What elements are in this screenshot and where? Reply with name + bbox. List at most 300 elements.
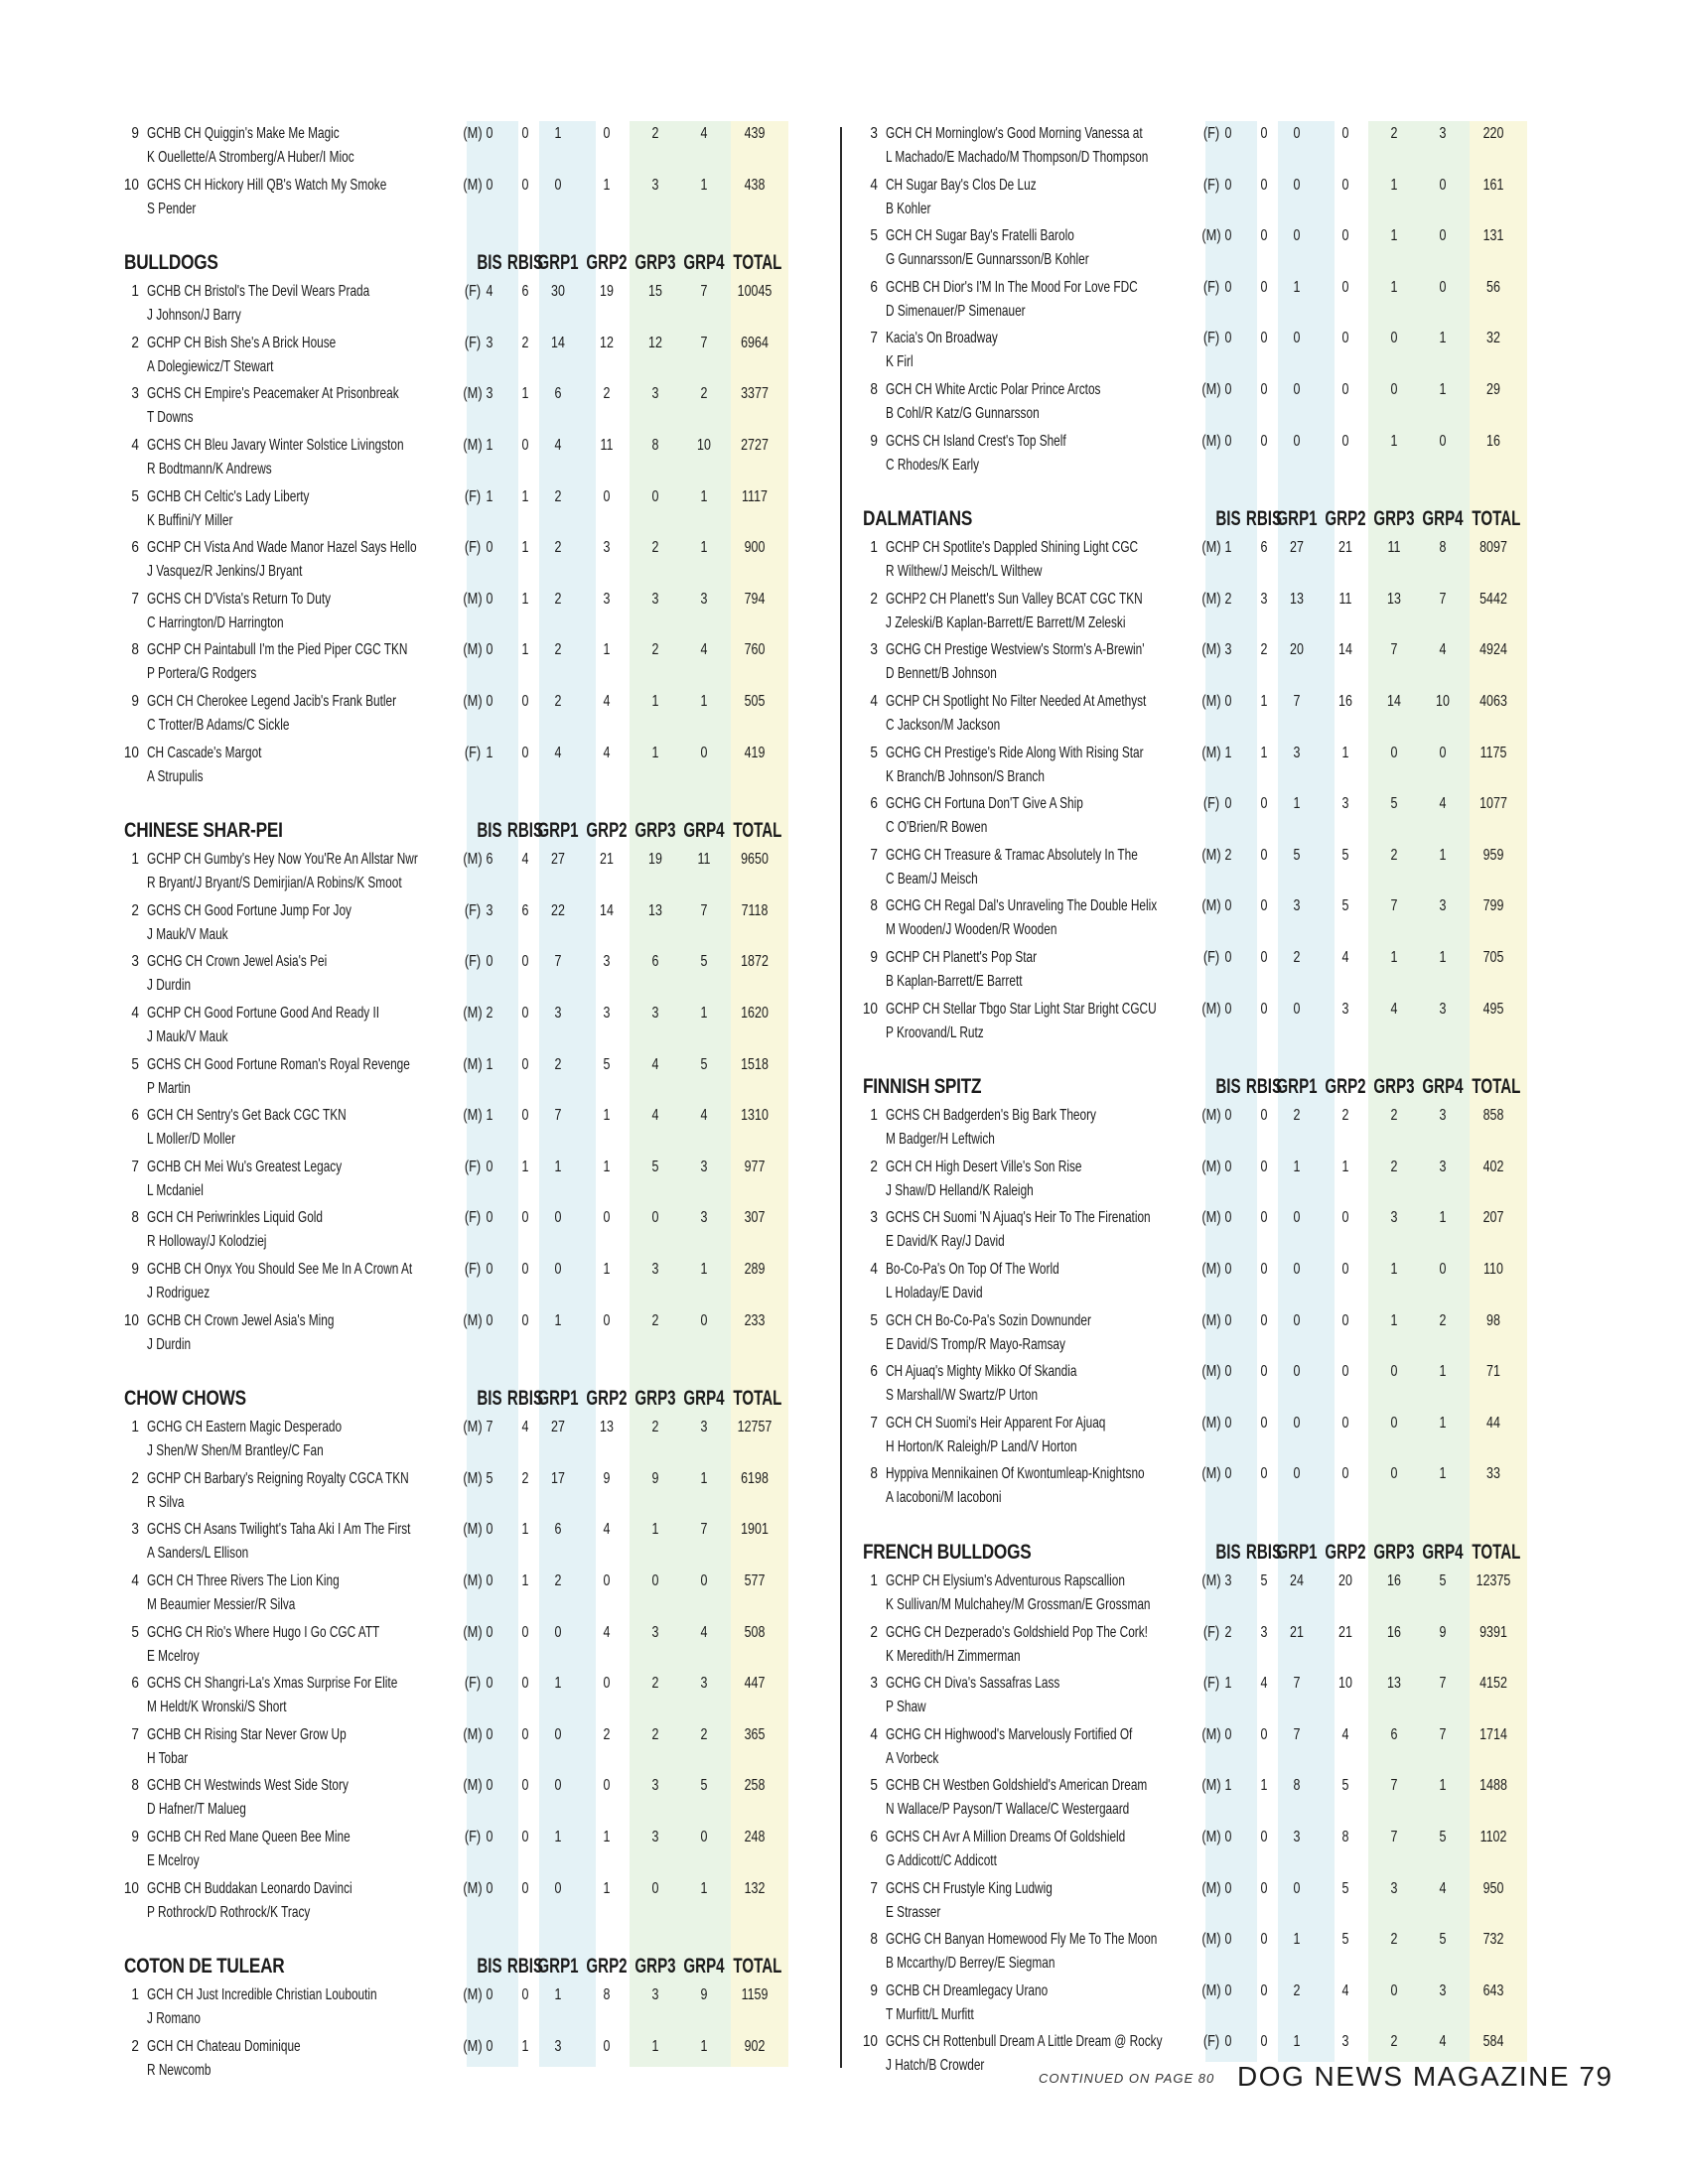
stat-bis: 0 bbox=[1224, 432, 1232, 450]
stat-grp1: 7 bbox=[554, 1107, 562, 1125]
owner-names: K Firl bbox=[886, 353, 914, 371]
owner-names: N Wallace/P Payson/T Wallace/C Westergaard bbox=[886, 1801, 1130, 1819]
stat-total: 32 bbox=[1486, 330, 1500, 347]
sex-marker: (M) bbox=[463, 176, 483, 194]
owner-names: S Pender bbox=[147, 200, 197, 217]
owner-names: J Hatch/B Crowder bbox=[886, 2057, 985, 2075]
rank-number: 3 bbox=[131, 385, 139, 403]
sex-marker: (M) bbox=[1201, 381, 1221, 398]
ranking-row bbox=[117, 1103, 824, 1155]
dog-name: GCHB CH Red Mane Queen Bee Mine bbox=[147, 1829, 351, 1845]
stat-total: 258 bbox=[744, 1777, 766, 1795]
sex-marker: (M) bbox=[1201, 1363, 1221, 1381]
rank-number: 1 bbox=[131, 851, 139, 869]
dog-name: GCHS CH Asans Twilight's Taha Aki I Am The First bbox=[147, 1521, 411, 1539]
stat-bis: 0 bbox=[486, 2037, 493, 2055]
stat-grp4: 1 bbox=[1439, 1414, 1447, 1432]
rank-number: 8 bbox=[870, 1931, 878, 1949]
sex-marker: (F) bbox=[464, 744, 482, 761]
stat-header-total: TOTAL bbox=[733, 1955, 782, 1979]
stat-grp4: 3 bbox=[1439, 1000, 1447, 1018]
dog-name: GCH CH White Arctic Polar Prince Arctos bbox=[886, 381, 1101, 398]
stat-grp2: 5 bbox=[1341, 897, 1349, 915]
stat-grp2: 9 bbox=[603, 1469, 611, 1487]
sex-marker: (M) bbox=[463, 1725, 483, 1743]
dog-name: GCHG CH Crown Jewel Asia's Pei bbox=[147, 953, 328, 971]
rank-number: 8 bbox=[870, 897, 878, 915]
rank-number: 3 bbox=[870, 1675, 878, 1693]
stat-rbis: 2 bbox=[1260, 641, 1268, 659]
ranking-row bbox=[856, 689, 1563, 741]
stat-grp3: 0 bbox=[1390, 744, 1398, 761]
stat-grp2: 0 bbox=[1341, 1209, 1349, 1227]
stat-grp3: 2 bbox=[651, 125, 659, 142]
stat-grp1: 3 bbox=[554, 2037, 562, 2055]
ranking-row bbox=[117, 1517, 824, 1569]
owner-names: M Wooden/J Wooden/R Wooden bbox=[886, 921, 1057, 939]
stat-grp2: 11 bbox=[1338, 590, 1352, 608]
stat-grp3: 1 bbox=[1390, 949, 1398, 966]
stat-total: 447 bbox=[744, 1675, 766, 1693]
owner-names: A Strupulis bbox=[147, 767, 204, 785]
sex-marker: (M) bbox=[1201, 1158, 1221, 1175]
rank-number: 5 bbox=[870, 227, 878, 245]
rank-number: 2 bbox=[131, 334, 139, 351]
stat-total: 56 bbox=[1486, 278, 1500, 296]
owner-names: C Jackson/M Jackson bbox=[886, 717, 1001, 734]
owner-names: C Harrington/D Harrington bbox=[147, 614, 284, 631]
ranking-row bbox=[117, 1722, 824, 1774]
stat-bis: 0 bbox=[1224, 795, 1232, 813]
stat-rbis: 1 bbox=[1260, 1777, 1268, 1795]
stat-grp3: 0 bbox=[1390, 1414, 1398, 1432]
stat-grp4: 5 bbox=[700, 1055, 708, 1073]
owner-names: E Strasser bbox=[886, 1903, 941, 1921]
owner-names: J Zeleski/B Kaplan-Barrett/E Barrett/M Zeleski bbox=[886, 614, 1126, 631]
stat-rbis: 0 bbox=[1260, 176, 1268, 194]
owner-names: K Branch/B Johnson/S Branch bbox=[886, 767, 1045, 785]
rank-number: 6 bbox=[131, 539, 139, 557]
stat-total: 732 bbox=[1482, 1931, 1504, 1949]
ranking-row bbox=[117, 1155, 824, 1206]
rank-number: 7 bbox=[870, 1414, 878, 1432]
stat-total: 419 bbox=[744, 744, 766, 761]
stat-header-grp3: GRP3 bbox=[634, 251, 676, 275]
dog-name: GCH CH Suomi's Heir Apparent For Ajuaq bbox=[886, 1414, 1106, 1432]
ranking-row bbox=[856, 326, 1563, 377]
ranking-row bbox=[117, 949, 824, 1001]
stat-bis: 0 bbox=[1224, 1931, 1232, 1949]
stat-rbis: 2 bbox=[521, 334, 529, 351]
stat-rbis: 3 bbox=[1260, 1623, 1268, 1641]
rank-number: 2 bbox=[131, 1469, 139, 1487]
stat-total: 1102 bbox=[1479, 1829, 1507, 1845]
ranking-row bbox=[117, 1257, 824, 1308]
dog-name: GCHS CH Good Fortune Jump For Joy bbox=[147, 901, 352, 919]
dog-name: GCHG CH Regal Dal's Unraveling The Double Helix bbox=[886, 897, 1158, 915]
stat-bis: 0 bbox=[1224, 330, 1232, 347]
dog-name: GCHG CH Eastern Magic Desperado bbox=[147, 1419, 343, 1436]
stat-grp2: 1 bbox=[603, 1261, 611, 1278]
dog-name: GCHB CH Celtic's Lady Liberty bbox=[147, 487, 310, 505]
stat-total: 132 bbox=[744, 1879, 766, 1897]
stat-grp4: 2 bbox=[1439, 1311, 1447, 1329]
stat-total: 220 bbox=[1482, 125, 1504, 142]
owner-names: R Bodtmann/K Andrews bbox=[147, 461, 272, 478]
stat-grp2: 1 bbox=[603, 1879, 611, 1897]
owner-names: B Cohl/R Katz/G Gunnarsson bbox=[886, 405, 1040, 422]
stat-bis: 0 bbox=[1224, 1363, 1232, 1381]
ranking-row bbox=[117, 535, 824, 587]
sex-marker: (M) bbox=[1201, 1000, 1221, 1018]
breed-section-header bbox=[856, 505, 1563, 535]
stat-bis: 0 bbox=[1224, 1829, 1232, 1845]
rank-number: 9 bbox=[870, 1981, 878, 1999]
stat-grp1: 0 bbox=[1293, 1311, 1301, 1329]
ranking-row bbox=[117, 1466, 824, 1518]
stat-grp2: 0 bbox=[1341, 1414, 1349, 1432]
stat-grp1: 0 bbox=[1293, 1414, 1301, 1432]
stat-bis: 1 bbox=[486, 744, 493, 761]
breed-section-header bbox=[117, 249, 824, 279]
stat-header-grp3: GRP3 bbox=[634, 1955, 676, 1979]
stat-header-rbis: RBIS bbox=[1245, 1541, 1283, 1564]
owner-names: J Vasquez/R Jenkins/J Bryant bbox=[147, 563, 303, 581]
rank-number: 7 bbox=[870, 846, 878, 864]
stat-grp3: 13 bbox=[1387, 590, 1401, 608]
breed-section-header bbox=[117, 1953, 824, 1982]
rank-number: 8 bbox=[131, 641, 139, 659]
stat-grp1: 7 bbox=[554, 953, 562, 971]
stat-grp1: 2 bbox=[1293, 1981, 1301, 1999]
stat-header-bis: BIS bbox=[1215, 1541, 1241, 1564]
sex-marker: (M) bbox=[463, 385, 483, 403]
stat-rbis: 0 bbox=[521, 1005, 529, 1022]
stat-grp4: 7 bbox=[1439, 1725, 1447, 1743]
ranking-row bbox=[117, 1825, 824, 1876]
stat-grp3: 19 bbox=[648, 851, 662, 869]
stat-grp3: 2 bbox=[651, 1725, 659, 1743]
rank-number: 9 bbox=[131, 1261, 139, 1278]
stat-grp3: 13 bbox=[1387, 1675, 1401, 1693]
stat-grp2: 3 bbox=[603, 590, 611, 608]
ranking-row bbox=[856, 791, 1563, 843]
stat-grp2: 8 bbox=[603, 1986, 611, 2004]
sex-marker: (M) bbox=[463, 2037, 483, 2055]
stat-header-rbis: RBIS bbox=[1245, 507, 1283, 531]
stat-bis: 5 bbox=[486, 1469, 493, 1487]
stat-grp2: 3 bbox=[603, 953, 611, 971]
stat-grp1: 0 bbox=[1293, 1261, 1301, 1278]
stat-grp4: 9 bbox=[700, 1986, 708, 2004]
dog-name: GCH CH Morninglow's Good Morning Vanessa at bbox=[886, 125, 1143, 142]
left-column bbox=[117, 121, 824, 2079]
stat-grp3: 15 bbox=[648, 283, 662, 301]
stat-bis: 0 bbox=[1224, 381, 1232, 398]
stat-total: 5442 bbox=[1479, 590, 1507, 608]
stat-grp4: 1 bbox=[1439, 1465, 1447, 1483]
stat-grp1: 2 bbox=[554, 641, 562, 659]
stat-grp4: 4 bbox=[700, 1623, 708, 1641]
dog-name: GCHP CH Good Fortune Good And Ready II bbox=[147, 1005, 380, 1022]
stat-bis: 0 bbox=[486, 1311, 493, 1329]
sex-marker: (M) bbox=[463, 1055, 483, 1073]
stat-grp1: 2 bbox=[554, 590, 562, 608]
ranking-row bbox=[117, 433, 824, 484]
stat-header-bis: BIS bbox=[1215, 507, 1241, 531]
stat-rbis: 1 bbox=[521, 385, 529, 403]
owner-names: L Holaday/E David bbox=[886, 1285, 983, 1301]
stat-rbis: 0 bbox=[1260, 1879, 1268, 1897]
stat-total: 4063 bbox=[1479, 693, 1507, 710]
stat-header-total: TOTAL bbox=[1472, 1075, 1521, 1099]
ranking-row bbox=[856, 377, 1563, 429]
sex-marker: (F) bbox=[464, 1829, 482, 1845]
stat-grp2: 16 bbox=[1338, 693, 1352, 710]
sex-marker: (M) bbox=[1201, 1572, 1221, 1589]
stat-grp2: 4 bbox=[603, 744, 611, 761]
stat-grp1: 27 bbox=[551, 851, 565, 869]
sex-marker: (M) bbox=[463, 1623, 483, 1641]
owner-names: J Rodriguez bbox=[147, 1285, 211, 1301]
owner-names: J Mauk/V Mauk bbox=[147, 1028, 228, 1045]
stat-grp1: 22 bbox=[551, 901, 565, 919]
ranking-row bbox=[856, 587, 1563, 638]
stat-grp4: 7 bbox=[700, 283, 708, 301]
dog-name: GCH CH Sugar Bay's Fratelli Barolo bbox=[886, 227, 1074, 245]
dog-name: GCHS CH Good Fortune Roman's Royal Revenge bbox=[147, 1055, 410, 1073]
sex-marker: (M) bbox=[463, 851, 483, 869]
stat-rbis: 0 bbox=[521, 1311, 529, 1329]
stat-rbis: 0 bbox=[1260, 846, 1268, 864]
dog-name: GCH CH Bo-Co-Pa's Sozin Downunder bbox=[886, 1311, 1091, 1329]
breed-title: BULLDOGS bbox=[124, 251, 218, 275]
stat-total: 643 bbox=[1482, 1981, 1504, 1999]
stat-header-grp4: GRP4 bbox=[683, 1955, 725, 1979]
stat-grp4: 1 bbox=[700, 1879, 708, 1897]
stat-grp3: 6 bbox=[651, 953, 659, 971]
owner-names: P Martin bbox=[147, 1079, 191, 1097]
stat-grp4: 1 bbox=[700, 1469, 708, 1487]
stat-grp1: 0 bbox=[554, 1623, 562, 1641]
stat-grp1: 0 bbox=[1293, 227, 1301, 245]
dog-name: GCHS CH Badgerden's Big Bark Theory bbox=[886, 1107, 1096, 1125]
dog-name: GCHS CH Avr A Million Dreams Of Goldshield bbox=[886, 1829, 1126, 1845]
stat-rbis: 0 bbox=[1260, 1107, 1268, 1125]
rank-number: 7 bbox=[131, 1158, 139, 1175]
stat-rbis: 6 bbox=[1260, 539, 1268, 557]
stat-header-grp1: GRP1 bbox=[1276, 1075, 1318, 1099]
sex-marker: (M) bbox=[463, 1521, 483, 1539]
stat-bis: 0 bbox=[1224, 1879, 1232, 1897]
stat-bis: 2 bbox=[1224, 1623, 1232, 1641]
ranking-row bbox=[856, 121, 1563, 173]
sex-marker: (M) bbox=[1201, 590, 1221, 608]
owner-names: R Silva bbox=[147, 1493, 185, 1511]
dog-name: GCH CH Sentry's Get Back CGC TKN bbox=[147, 1107, 347, 1125]
stat-grp1: 3 bbox=[1293, 1829, 1301, 1845]
stat-grp2: 8 bbox=[1341, 1829, 1349, 1845]
ranking-row bbox=[856, 223, 1563, 275]
rank-number: 6 bbox=[131, 1675, 139, 1693]
stat-grp3: 3 bbox=[1390, 1209, 1398, 1227]
stat-grp1: 1 bbox=[1293, 1158, 1301, 1175]
stat-grp1: 27 bbox=[1290, 539, 1304, 557]
dog-name: GCHP CH Paintabull I'm the Pied Piper CGC TKN bbox=[147, 641, 408, 659]
stat-grp1: 2 bbox=[1293, 1107, 1301, 1125]
stat-total: 439 bbox=[744, 125, 766, 142]
stat-bis: 0 bbox=[486, 1521, 493, 1539]
rank-number: 6 bbox=[870, 795, 878, 813]
rank-number: 4 bbox=[870, 176, 878, 194]
stat-grp4: 5 bbox=[700, 953, 708, 971]
stat-bis: 0 bbox=[1224, 1107, 1232, 1125]
stat-grp1: 1 bbox=[1293, 1931, 1301, 1949]
stat-grp4: 1 bbox=[700, 176, 708, 194]
stat-rbis: 6 bbox=[521, 283, 529, 301]
stat-rbis: 0 bbox=[1260, 1261, 1268, 1278]
stat-bis: 3 bbox=[486, 901, 493, 919]
stat-bis: 1 bbox=[486, 1055, 493, 1073]
dog-name: CH Sugar Bay's Clos De Luz bbox=[886, 176, 1037, 194]
sex-marker: (F) bbox=[1202, 278, 1220, 296]
stat-total: 131 bbox=[1482, 227, 1504, 245]
owner-names: R Bryant/J Bryant/S Demirjian/A Robins/K Smoot bbox=[147, 875, 402, 892]
sex-marker: (M) bbox=[1201, 1931, 1221, 1949]
ranking-row bbox=[856, 1979, 1563, 2030]
stat-rbis: 0 bbox=[521, 1209, 529, 1227]
owner-names: T Downs bbox=[147, 409, 194, 427]
column-divider bbox=[840, 127, 842, 2068]
ranking-row bbox=[856, 1308, 1563, 1360]
stat-grp1: 7 bbox=[1293, 693, 1301, 710]
stat-grp2: 1 bbox=[1341, 1158, 1349, 1175]
owner-names: C Rhodes/K Early bbox=[886, 456, 980, 474]
stat-grp3: 1 bbox=[1390, 1261, 1398, 1278]
stat-header-grp1: GRP1 bbox=[537, 819, 579, 843]
dog-name: Bo-Co-Pa's On Top Of The World bbox=[886, 1261, 1059, 1278]
rank-number: 1 bbox=[131, 1419, 139, 1436]
stat-grp1: 5 bbox=[1293, 846, 1301, 864]
stat-grp3: 2 bbox=[651, 641, 659, 659]
stat-grp4: 3 bbox=[700, 1209, 708, 1227]
dog-name: Hyppiva Mennikainen Of Kwontumleap-Knightsno bbox=[886, 1465, 1145, 1483]
stat-bis: 3 bbox=[1224, 641, 1232, 659]
stat-rbis: 1 bbox=[1260, 744, 1268, 761]
sex-marker: (M) bbox=[463, 1572, 483, 1589]
dog-name: GCHB CH Crown Jewel Asia's Ming bbox=[147, 1311, 335, 1329]
ranking-row bbox=[117, 1052, 824, 1104]
breed-title: COTON DE TULEAR bbox=[124, 1955, 285, 1979]
owner-names: L Machado/E Machado/M Thompson/D Thompson bbox=[886, 149, 1149, 166]
stat-grp4: 1 bbox=[1439, 846, 1447, 864]
stat-grp1: 4 bbox=[554, 744, 562, 761]
stat-header-grp1: GRP1 bbox=[537, 1955, 579, 1979]
stat-rbis: 1 bbox=[521, 1158, 529, 1175]
dog-name: GCHP CH Spotlite's Dappled Shining Light CGC bbox=[886, 539, 1139, 557]
stat-grp3: 1 bbox=[651, 1521, 659, 1539]
stat-bis: 0 bbox=[486, 1879, 493, 1897]
stat-grp2: 0 bbox=[1341, 330, 1349, 347]
stat-grp3: 7 bbox=[1390, 897, 1398, 915]
stat-grp4: 3 bbox=[700, 1419, 708, 1436]
stat-rbis: 1 bbox=[521, 641, 529, 659]
owner-names: L Moller/D Moller bbox=[147, 1131, 236, 1149]
ranking-row bbox=[856, 1927, 1563, 1979]
dog-name: GCHP CH Planett's Pop Star bbox=[886, 949, 1038, 966]
stat-grp3: 11 bbox=[1387, 539, 1401, 557]
rank-number: 8 bbox=[870, 1465, 878, 1483]
magazine-page-label: DOG NEWS MAGAZINE 79 bbox=[1237, 2061, 1614, 2092]
stat-grp3: 7 bbox=[1390, 641, 1398, 659]
breed-section-header bbox=[117, 1385, 824, 1415]
rank-number: 5 bbox=[131, 1623, 139, 1641]
stat-grp1: 3 bbox=[554, 1005, 562, 1022]
stat-grp1: 1 bbox=[554, 1986, 562, 2004]
sex-marker: (F) bbox=[1202, 1675, 1220, 1693]
stat-grp2: 13 bbox=[600, 1419, 614, 1436]
stat-grp4: 2 bbox=[700, 1725, 708, 1743]
dog-name: GCHP CH Elysium's Adventurous Rapscallion bbox=[886, 1572, 1125, 1589]
stat-header-bis: BIS bbox=[477, 1387, 502, 1411]
sex-marker: (M) bbox=[1201, 1261, 1221, 1278]
stat-header-grp2: GRP2 bbox=[586, 251, 628, 275]
stat-rbis: 1 bbox=[521, 487, 529, 505]
rank-number: 5 bbox=[870, 1311, 878, 1329]
owner-names: K Buffini/Y Miller bbox=[147, 511, 233, 529]
stat-rbis: 1 bbox=[521, 1521, 529, 1539]
stat-grp1: 2 bbox=[554, 1055, 562, 1073]
stat-grp1: 6 bbox=[554, 385, 562, 403]
dog-name: GCH CH High Desert Ville's Son Rise bbox=[886, 1158, 1082, 1175]
stat-header-rbis: RBIS bbox=[506, 1387, 544, 1411]
ranking-row bbox=[856, 429, 1563, 480]
stat-grp1: 17 bbox=[551, 1469, 565, 1487]
stat-grp3: 2 bbox=[1390, 846, 1398, 864]
stat-grp3: 5 bbox=[1390, 795, 1398, 813]
stat-rbis: 0 bbox=[521, 1777, 529, 1795]
stat-header-grp1: GRP1 bbox=[537, 1387, 579, 1411]
stat-total: 1518 bbox=[741, 1055, 769, 1073]
stat-grp2: 4 bbox=[603, 1521, 611, 1539]
stat-rbis: 0 bbox=[1260, 949, 1268, 966]
sex-marker: (F) bbox=[1202, 176, 1220, 194]
breed-section-header bbox=[856, 1539, 1563, 1569]
rank-number: 1 bbox=[131, 283, 139, 301]
ranking-row bbox=[856, 535, 1563, 587]
ranking-row bbox=[117, 173, 824, 224]
stat-bis: 0 bbox=[486, 1829, 493, 1845]
stat-rbis: 4 bbox=[521, 851, 529, 869]
sex-marker: (M) bbox=[463, 437, 483, 454]
stat-bis: 0 bbox=[486, 539, 493, 557]
stat-grp3: 3 bbox=[651, 590, 659, 608]
stat-header-grp3: GRP3 bbox=[634, 1387, 676, 1411]
rank-number: 2 bbox=[870, 1623, 878, 1641]
stat-grp1: 8 bbox=[1293, 1777, 1301, 1795]
sex-marker: (M) bbox=[463, 1005, 483, 1022]
stat-rbis: 0 bbox=[521, 1879, 529, 1897]
owner-names: P Rothrock/D Rothrock/K Tracy bbox=[147, 1903, 311, 1921]
stat-grp4: 7 bbox=[700, 1521, 708, 1539]
owner-names: K Ouellette/A Stromberg/A Huber/I Mioc bbox=[147, 149, 354, 166]
rank-number: 1 bbox=[870, 539, 878, 557]
sex-marker: (M) bbox=[1201, 1829, 1221, 1845]
stat-rbis: 0 bbox=[521, 1055, 529, 1073]
stat-total: 9391 bbox=[1479, 1623, 1507, 1641]
owner-names: R Newcomb bbox=[147, 2061, 211, 2079]
stat-grp3: 1 bbox=[1390, 1311, 1398, 1329]
